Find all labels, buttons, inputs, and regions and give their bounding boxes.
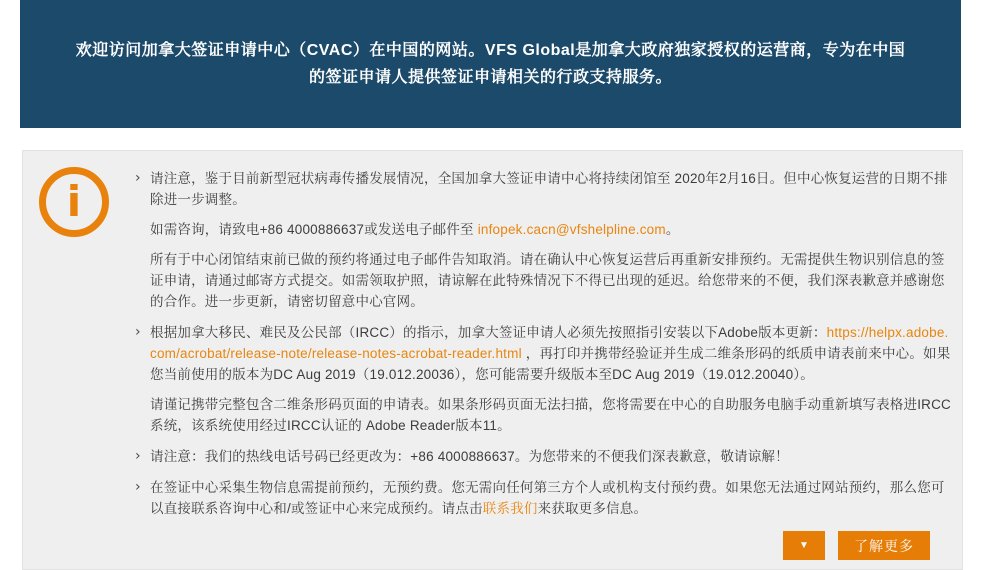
notice-item-text <box>150 322 954 436</box>
hotline-paragraph: 请注意：我们的热线电话号码已经更改为：+86 4000886637。为您带来的不便我们深表歉意，敬请谅解！ <box>150 449 789 464</box>
biometrics-text-pre: 在签证中心采集生物信息需提前预约，无预约费。您无需向任何第三方个人或机构支付预约费。如果您无法通过网站预约，那么您可以直接联系咨询中心和/或签证中心来完成预约。请点击 <box>150 480 945 516</box>
adobe-text-pre: 根据加拿大移民、难民及公民部（IRCC）的指示，加拿大签证申请人必须先按照指引安装以下Adobe版本更新： <box>150 325 827 340</box>
biometrics-text-post: 来获取更多信息。 <box>537 501 648 516</box>
contact-text-post: 。 <box>665 222 680 237</box>
button-row <box>135 531 930 560</box>
notice-panel <box>22 150 963 570</box>
notice-item-adobe <box>135 322 954 436</box>
chevron-right-icon: › <box>135 479 141 495</box>
closure-paragraph: 请注意，鉴于目前新型冠状病毒传播发展情况，全国加拿大签证申请中心将持续闭馆至 2020年2月16日。但中心恢复运营的日期不排除进一步调整。 <box>150 171 948 207</box>
welcome-banner <box>20 0 961 128</box>
notice-content <box>135 165 954 564</box>
chevron-right-icon: › <box>135 448 141 464</box>
chevron-right-icon: › <box>135 170 141 186</box>
collapse-button[interactable] <box>783 531 825 560</box>
notice-item-biometrics <box>135 477 954 519</box>
appointment-cancel-paragraph: 所有于中心闭馆结束前已做的预约将通过电子邮件告知取消。请在确认中心恢复运营后再重新安排预约。无需提供生物识别信息的签证申请，请通过邮寄方式提交。如需领取护照，请谅解在此特殊情况下不得已出现的延迟。给您带来的不便，我们深表歉意并感谢您的合作。进一步更新，请密切留意中心官网。 <box>150 252 945 309</box>
adobe-update-paragraph <box>150 322 954 385</box>
notice-item-hotline <box>135 446 954 467</box>
triangle-down-icon: ▼ <box>799 540 809 551</box>
barcode-paragraph: 请谨记携带完整包含二维条形码页面的申请表。如果条形码页面无法扫描，您将需要在中心的自助服务电脑手动重新填写表格进IRCC系统，该系统使用经过IRCC认证的 Adobe Reader版本11。 <box>150 397 951 433</box>
helpline-email-link[interactable]: infopek.cacn@vfshelpline.com <box>477 222 666 237</box>
adobe-text-post: ，再打印并携带经验证并生成二维条形码的纸质申请表前来中心。如果您当前使用的版本为DC Aug 2019（19.012.20036），您可能需要升级版本至DC Aug 2019（19.012.20040）。 <box>150 346 951 382</box>
info-icon-glyph: i <box>66 177 82 226</box>
info-icon <box>39 167 109 237</box>
notice-item-text <box>150 168 954 312</box>
notice-item-text <box>150 446 954 467</box>
notice-item-closure <box>135 168 954 312</box>
welcome-banner-text: 欢迎访问加拿大签证申请中心（CVAC）在中国的网站。VFS Global是加拿大政府独家授权的运营商，专为在中国的签证申请人提供签证申请相关的行政支持服务。 <box>75 42 906 86</box>
notice-item-text <box>150 477 954 519</box>
contact-paragraph <box>150 219 954 240</box>
learn-more-button[interactable]: 了解更多 <box>838 531 930 560</box>
biometrics-paragraph <box>150 477 954 519</box>
contact-us-link[interactable]: 联系我们 <box>482 501 538 516</box>
info-icon-column <box>39 165 135 564</box>
chevron-right-icon: › <box>135 324 141 340</box>
adobe-release-notes-link[interactable]: https://helpx.adobe.com/acrobat/release-note/release-notes-acrobat-reader.html <box>150 325 949 361</box>
contact-text-pre: 如需咨询，请致电+86 4000886637或发送电子邮件至 <box>150 222 478 237</box>
